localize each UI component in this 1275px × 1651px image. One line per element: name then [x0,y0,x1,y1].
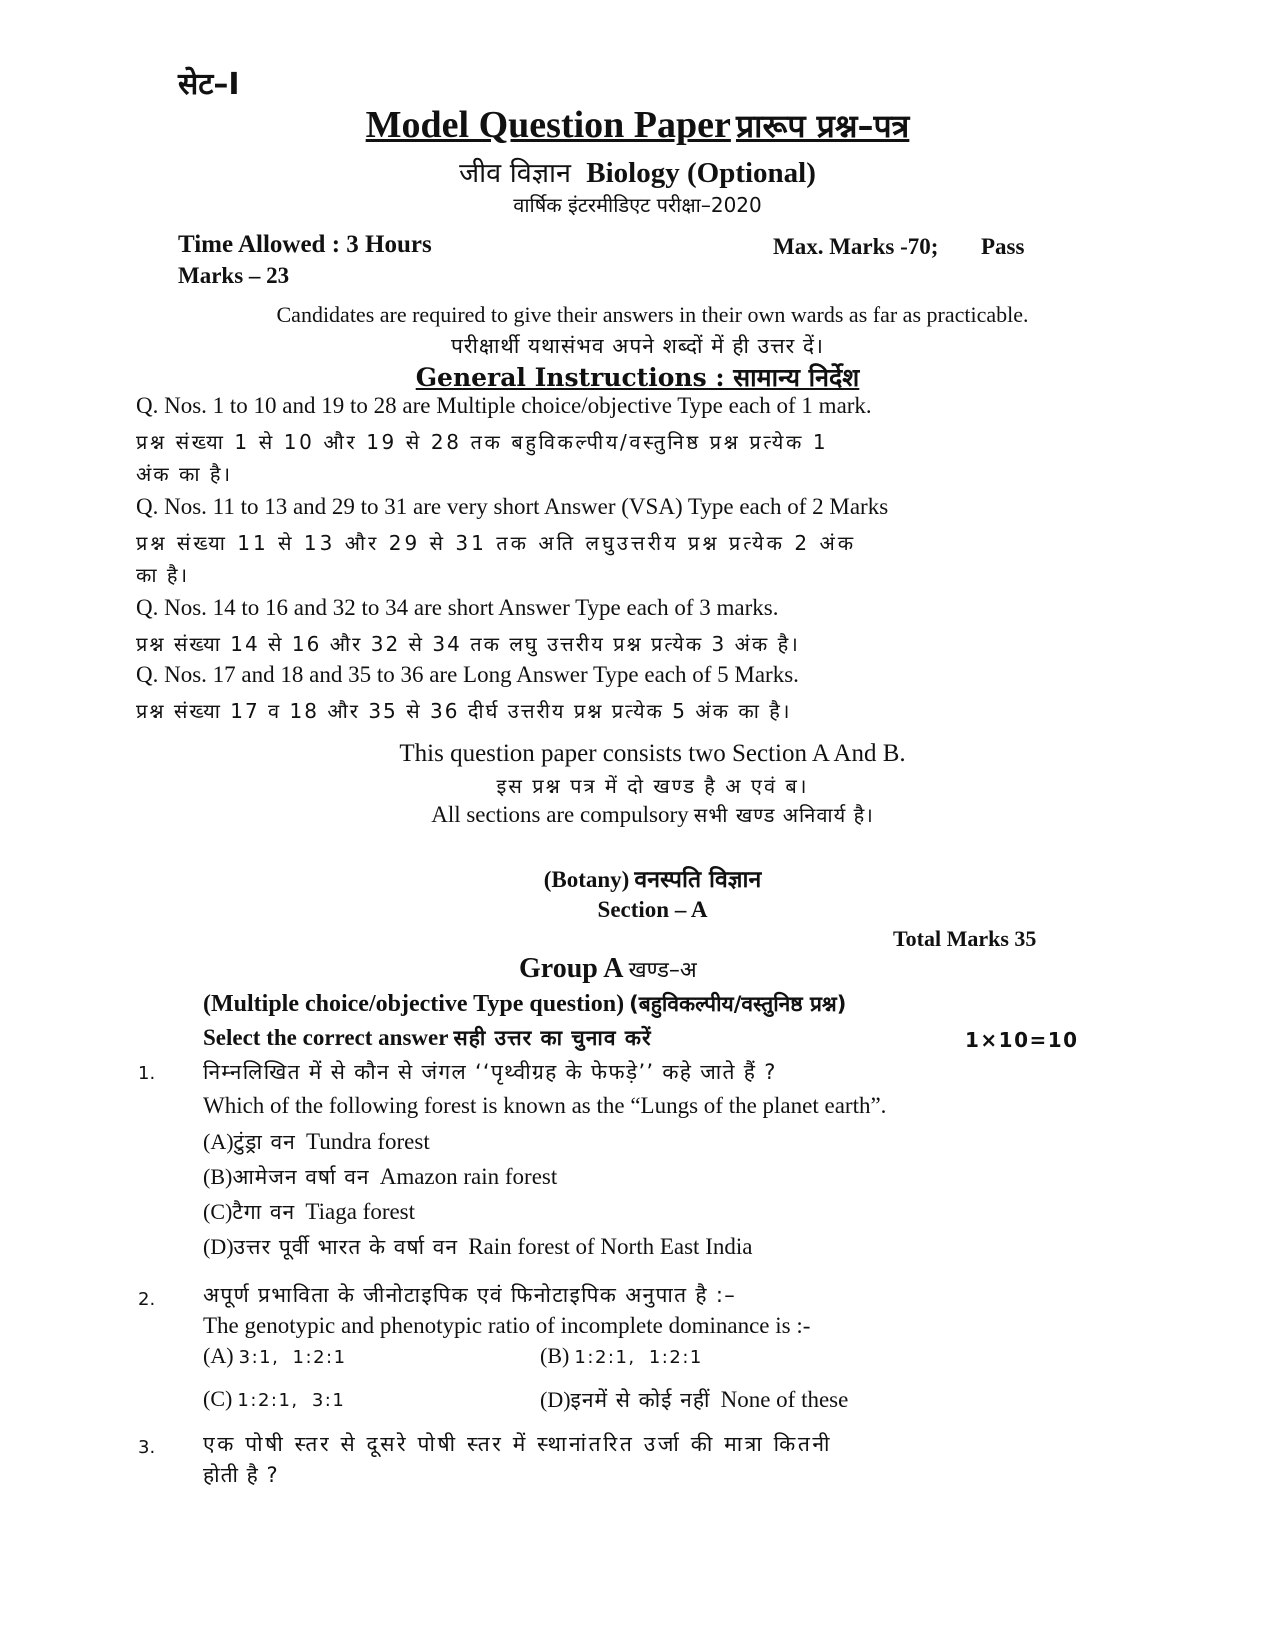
instruction-line: Q. Nos. 11 to 13 and 29 to 31 are very short Answer (VSA) Type each of 2 Marks [136,494,889,519]
option-a [203,1343,347,1369]
type-en: (Multiple choice/objective Type question) [203,991,625,1017]
sections-note-3-en: All sections are compulsory [431,802,689,827]
instruction-line: प्रश्न संख्या 1 से 10 और 19 से 28 तक बहुविकल्पीय/वस्तुनिष्ठ प्रश्न प्रत्येक 1 [136,430,829,454]
option-en: Amazon rain forest [379,1164,558,1189]
question-text-en: Which of the following forest is known as the “Lungs of the planet earth”. [203,1093,887,1118]
sections-note-3 [0,801,1275,828]
instruction-line: Q. Nos. 14 to 16 and 32 to 34 are short Answer Type each of 3 marks. [136,595,779,620]
option-label: (B) [540,1343,570,1368]
option-b [203,1163,557,1191]
option-text: 1:2:1, 1:2:1 [574,1347,703,1368]
option-text: 3:1, 1:2:1 [238,1347,347,1368]
sections-note-3-hi: सभी खण्ड अनिवार्य है। [693,803,874,827]
option-en: Rain forest of North East India [468,1234,753,1259]
question-text-hi: अपूर्ण प्रभाविता के जीनोटाइपिक एवं फिनोटाइपिक अनुपात है :– [203,1283,737,1307]
option-label: (A) [203,1129,234,1154]
paper-title [0,103,1275,147]
instruction-line: अंक का है। [136,462,233,486]
subject-en: Biology (Optional) [586,157,816,189]
option-en: None of these [720,1387,849,1412]
total-marks: Total Marks 35 [893,926,1037,951]
question-number: 3. [138,1437,156,1458]
group-heading [519,953,697,985]
set-label: सेट–I [178,67,240,102]
group-en: Group A [519,953,624,984]
section-label: Section – A [597,897,708,922]
title-hi: प्रारूप प्रश्न–पत्र [735,107,910,145]
subject-hi: जीव विज्ञान [459,158,572,189]
option-text: 1:2:1, 3:1 [237,1390,346,1411]
exam-line: वार्षिक इंटरमीडिएट परीक्षा–2020 [513,193,762,217]
option-c [203,1386,345,1412]
botany-heading [0,862,1275,894]
instructions-heading: General Instructions : सामान्य निर्देश [415,363,860,392]
option-label: (D) [203,1234,234,1259]
option-hi: आमेजन वर्षा वन [232,1165,370,1189]
option-d [203,1233,752,1261]
type-hi: (बहुविकल्पीय/वस्तुनिष्ठ प्रश्न) [629,992,847,1016]
instruction-line: Q. Nos. 17 and 18 and 35 to 36 are Long Answer Type each of 5 Marks. [136,662,799,687]
instruction-line: प्रश्न संख्या 11 से 13 और 29 से 31 तक अति लघुउत्तरीय प्रश्न प्रत्येक 2 अंक [136,531,857,555]
botany-hi: वनस्पति विज्ञान [634,867,762,893]
option-hi: उत्तर पूर्वी भारत के वर्षा वन [233,1235,459,1259]
option-a [203,1128,430,1156]
option-b [540,1343,703,1369]
question-number: 1. [138,1063,156,1084]
sections-note-2: इस प्रश्न पत्र में दो खण्ड है अ एवं ब। [496,774,809,798]
max-marks: Max. Marks -70; [773,234,939,259]
option-en: Tundra forest [305,1129,430,1154]
option-label: (A) [203,1343,234,1368]
botany-en: (Botany) [543,867,630,892]
title-en: Model Question Paper [365,104,731,146]
time-allowed: Time Allowed : 3 Hours [178,231,432,258]
question-text-hi: निम्नलिखित में से कौन से जंगल ‘‘पृथ्वीग्रह के फेफड़े’’ कहे जाते हैं ? [203,1060,777,1084]
question-text-hi: एक पोषी स्तर से दूसरे पोषी स्तर में स्थानांतरित उर्जा की मात्रा कितनी [203,1432,833,1456]
candidates-note-hi: परीक्षार्थी यथासंभव अपने शब्दों में ही उत्तर दें। [450,334,825,358]
option-hi: टैगा वन [232,1200,296,1224]
option-d [540,1386,848,1414]
option-label: (B) [203,1164,233,1189]
option-label: (C) [203,1199,233,1224]
select-hi: सही उत्तर का चुनाव करें [453,1026,652,1050]
group-hi: खण्ड–अ [628,958,697,983]
option-c [203,1198,415,1226]
sections-note-1: This question paper consists two Section A And B. [399,740,906,767]
pass-marks: Marks – 23 [178,263,290,288]
option-en: Tiaga forest [305,1199,416,1224]
question-text-en: The genotypic and phenotypic ratio of incomplete dominance is :- [203,1313,811,1338]
option-hi: इनमें से कोई नहीं [570,1388,711,1412]
question-type [203,990,846,1018]
subject-line [0,153,1275,190]
question-number: 2. [138,1289,156,1310]
option-label: (D) [540,1387,571,1412]
select-instruction [203,1024,652,1052]
candidates-note-en: Candidates are required to give their answers in their own wards as far as practicable. [276,302,1029,327]
instruction-line: प्रश्न संख्या 17 व 18 और 35 से 36 दीर्घ उत्तरीय प्रश्न प्रत्येक 5 अंक का है। [136,699,792,723]
select-en: Select the correct answer [203,1025,449,1050]
question-text-hi: होती है ? [203,1463,279,1487]
instruction-line: Q. Nos. 1 to 10 and 19 to 28 are Multiple choice/objective Type each of 1 mark. [136,393,872,418]
option-label: (C) [203,1386,233,1411]
marks-scheme: 1×10=10 [965,1028,1079,1052]
instruction-line: प्रश्न संख्या 14 से 16 और 32 से 34 तक लघु उत्तरीय प्रश्न प्रत्येक 3 अंक है। [136,632,800,656]
option-hi: टुंड्रा वन [233,1130,296,1154]
instruction-line: का है। [136,563,190,587]
pass-label: Pass [981,234,1025,259]
